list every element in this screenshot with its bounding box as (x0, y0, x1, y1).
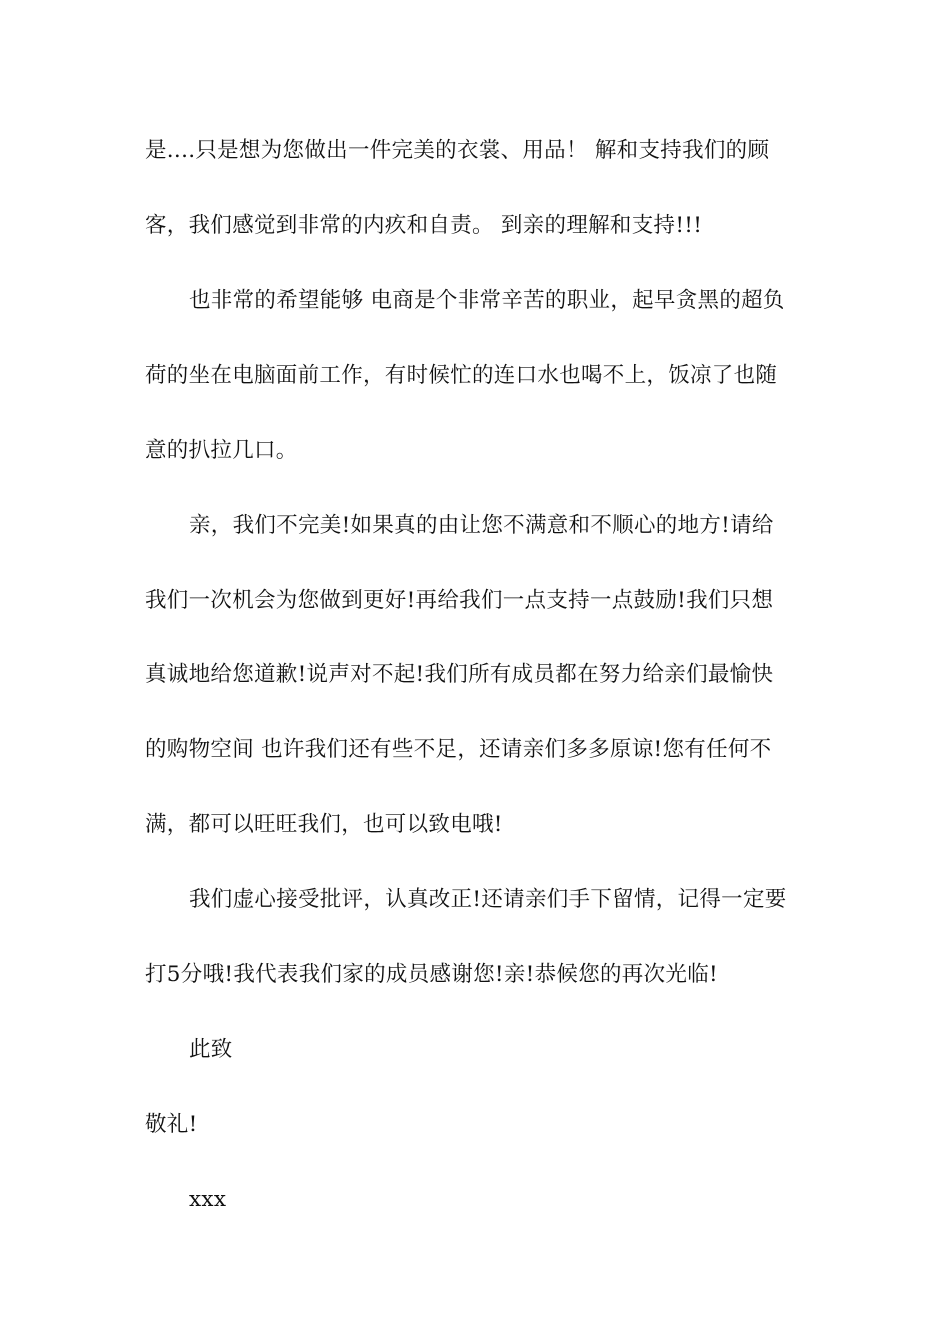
closing-salutation: 此致 (189, 1037, 233, 1062)
paragraph-line: 满，都可以旺旺我们，也可以致电哦! (145, 812, 503, 837)
closing-regards: 敬礼! (145, 1112, 198, 1137)
signature: xxx (189, 1187, 227, 1212)
paragraph-line: 意的扒拉几口。 (145, 438, 298, 463)
paragraph-line: 是....只是想为您做出一件完美的衣裳、用品！ 解和支持我们的顾 (145, 138, 770, 163)
paragraph-line: 荷的坐在电脑面前工作，有时候忙的连口水也喝不上，饭凉了也随 (145, 363, 778, 388)
paragraph-line: 我们一次机会为您做到更好!再给我们一点支持一点鼓励!我们只想 (145, 588, 774, 613)
paragraph-line: 客，我们感觉到非常的内疚和自责。 到亲的理解和支持!!! (145, 213, 703, 238)
paragraph-line: 我们虚心接受批评，认真改正!还请亲们手下留情，记得一定要 (189, 887, 787, 912)
paragraph-line: 真诚地给您道歉!说声对不起!我们所有成员都在努力给亲们最愉快 (145, 662, 774, 687)
paragraph-line: 也非常的希望能够 电商是个非常辛苦的职业，起早贪黑的超负 (189, 288, 785, 313)
paragraph-line: 亲，我们不完美!如果真的由让您不满意和不顺心的地方!请给 (189, 513, 774, 538)
paragraph-line: 的购物空间 也许我们还有些不足，还请亲们多多原谅!您有任何不 (145, 737, 772, 762)
paragraph-line: 打5分哦!我代表我们家的成员感谢您!亲!恭候您的再次光临! (145, 962, 718, 987)
